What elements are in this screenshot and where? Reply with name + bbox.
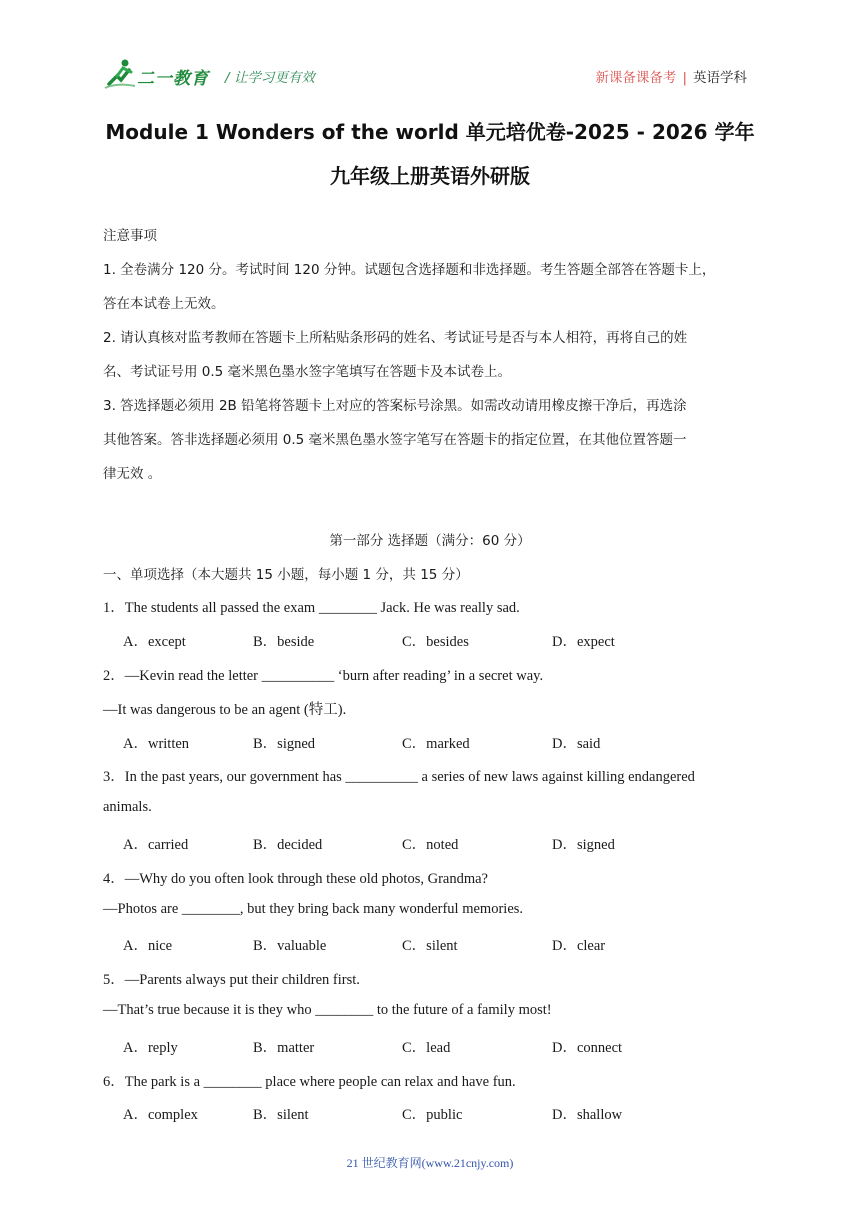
question-6-stem: 6．The park is a ________ place where people can relax and have fun. — [103, 1074, 516, 1090]
header-right — [595, 66, 747, 86]
question-6-option-c: C．public — [402, 1107, 463, 1123]
question-3-option-d: D．signed — [552, 837, 615, 853]
header-subject-label: 英语学科 — [693, 70, 747, 86]
question-2-option-d: D．said — [552, 736, 601, 752]
question-5-option-d: D．connect — [552, 1040, 623, 1056]
logo-text: 二一教育 — [137, 69, 209, 89]
question-4-option-c: C．silent — [402, 938, 458, 954]
question-1-option-b: B．beside — [253, 634, 315, 650]
question-3-stem: 3．In the past years, our government has __________ a series of new laws against killing endangered — [103, 769, 695, 785]
page-header — [103, 58, 757, 92]
question-6-option-a: A．complex — [123, 1107, 198, 1123]
document-title-line1: Module 1 Wonders of the world 单元培优卷-2025 - 2026 学年 — [105, 120, 755, 144]
notice-line: 其他答案。答非选择题必须用 0.5 毫米黑色墨水签字笔写在答题卡的指定位置，在其他位置答题一 — [103, 432, 687, 448]
question-4-option-d: D．clear — [552, 938, 606, 954]
question-4-option-a: A．nice — [123, 938, 173, 954]
header-slogan: / 让学习更有效 — [225, 70, 315, 86]
notice-line: 答在本试卷上无效。 — [103, 296, 225, 312]
notice-heading: 注意事项 — [103, 228, 157, 244]
question-1-option-d: D．expect — [552, 634, 615, 650]
question-5-option-b: B．matter — [253, 1040, 315, 1056]
question-2-reply: —It was dangerous to be an agent (特工). — [103, 702, 347, 718]
header-course-label: 新课备课备考 — [595, 70, 677, 86]
question-2-option-c: C．marked — [402, 736, 470, 752]
question-2-stem: 2．—Kevin read the letter __________ ‘burn after reading’ in a secret way. — [103, 668, 544, 684]
question-3-option-c: C．noted — [402, 837, 459, 853]
notice-line: 名、考试证号用 0.5 毫米黑色墨水签字笔填写在答题卡及本试卷上。 — [103, 364, 512, 380]
notice-line: 3. 答选择题必须用 2B 铅笔将答题卡上对应的答案标号涂黑。如需改动请用橡皮擦干净后，再选涂 — [103, 398, 687, 414]
question-4-stem: 4．—Why do you often look through these old photos, Grandma? — [103, 871, 488, 887]
notice-line: 1. 全卷满分 120 分。考试时间 120 分钟。试题包含选择题和非选择题。考生答题全部答在答题卡上， — [103, 262, 716, 278]
question-5-stem: 5．—Parents always put their children first. — [103, 972, 360, 988]
page-footer: 21 世纪教育网(www.21cnjy.com) — [346, 1156, 514, 1170]
question-5-reply: —That’s true because it is they who ________ to the future of a family most! — [103, 1002, 552, 1018]
question-5-option-a: A．reply — [123, 1040, 178, 1056]
document-title-line2: 九年级上册英语外研版 — [330, 164, 530, 188]
question-5-option-c: C．lead — [402, 1040, 451, 1056]
question-2-option-a: A．written — [123, 736, 190, 752]
notice-line: 2. 请认真核对监考教师在答题卡上所粘贴条形码的姓名、考试证号是否与本人相符，再将自己的姓 — [103, 330, 688, 346]
section-one-heading: 一、单项选择（本大题共 15 小题，每小题 1 分，共 15 分） — [103, 567, 469, 583]
question-2-option-b: B．signed — [253, 736, 316, 752]
question-4-reply: —Photos are ________, but they bring back many wonderful memories. — [103, 901, 524, 917]
logo — [103, 58, 213, 90]
question-6-option-b: B．silent — [253, 1107, 309, 1123]
runner-logo-icon — [103, 58, 137, 90]
question-1-option-a: A．except — [123, 634, 186, 650]
question-6-option-d: D．shallow — [552, 1107, 623, 1123]
question-3-option-b: B．decided — [253, 837, 323, 853]
part-one-title: 第一部分 选择题（满分：60 分） — [329, 533, 531, 549]
header-separator: | — [682, 70, 687, 86]
question-3-option-a: A．carried — [123, 837, 189, 853]
question-3-stem-continued: animals. — [103, 799, 152, 815]
question-1-option-c: C．besides — [402, 634, 469, 650]
question-4-option-b: B．valuable — [253, 938, 327, 954]
notice-line: 律无效 。 — [103, 466, 162, 482]
question-1-stem: 1．The students all passed the exam ________ Jack. He was really sad. — [103, 600, 520, 616]
